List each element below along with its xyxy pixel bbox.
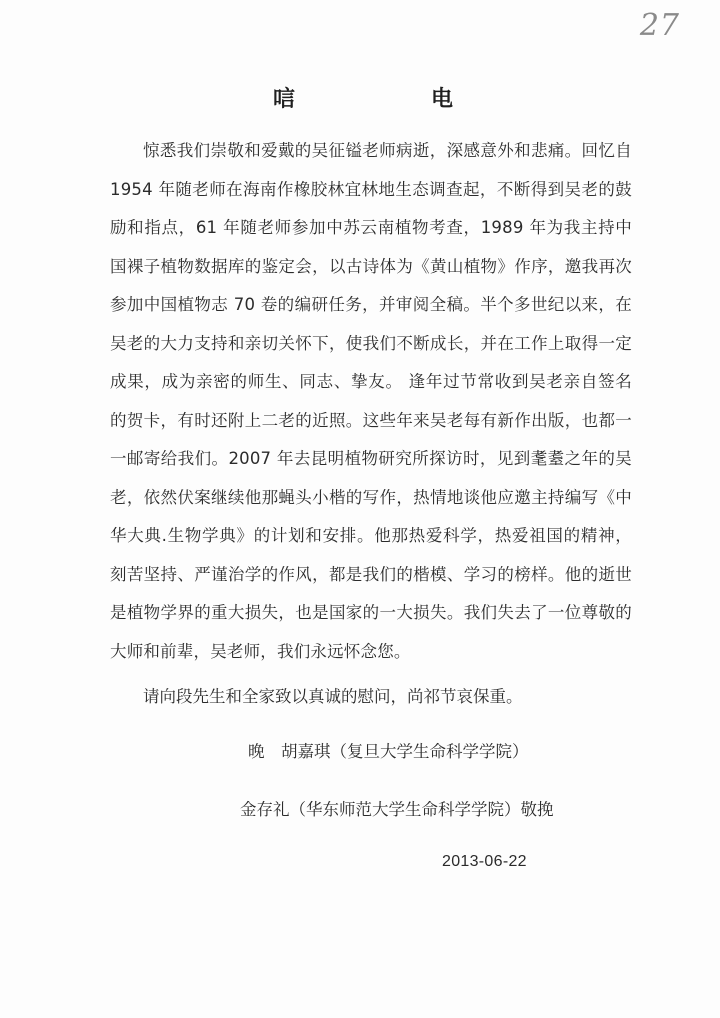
document-date: 2013-06-22 <box>442 853 527 870</box>
title-char-1: 唁 <box>273 87 296 112</box>
closing-paragraph: 请向段先生和全家致以真诚的慰问，尚祁节哀保重。 <box>143 687 523 706</box>
title-char-2: 电 <box>430 87 453 112</box>
signature-line-1: 晚 胡嘉琪（复旦大学生命科学学院） <box>248 742 529 761</box>
body-paragraph: 惊悉我们崇敬和爱戴的吴征镒老师病逝，深感意外和悲痛。回忆自 1954 年随老师在海南作橡胶林宜林地生态调查起，不断得到吴老的鼓励和指点，61 年随老师参加中苏云南植物考查，1989 年为我主持中国裸子植物数据库的鉴定会，以古诗体为《黄山植物》作序，邀我再次参加中国植物志 70 卷的编研任务，并审阅全稿。半个多世纪以来，在吴老的大力支持和亲切关怀下，使我们不断成长，并在工作上取得一定成果，成为亲密的师生、同志、挚友。 逢年过节常收到吴老亲自签名的贺卡，有时还附上二老的近照。这些年来吴老每有新作出版，也都一一邮寄给我们。2007 年去昆明植物研究所探访时，见到耄耋之年的吴老，依然伏案继续他那蝇头小楷的写作，热情地谈他应邀主持编写《中华大典.生物学典》的计划和安排。他那热爱科学，热爱祖国的精神，刻苦坚持、严谨治学的作风，都是我们的楷模、学习的榜样。他的逝世是植物学界的重大损失，也是国家的一大损失。我们失去了一位尊敬的大师和前辈，吴老师，我们永远怀念您。 <box>110 141 632 661</box>
document-title <box>273 82 453 113</box>
signature-line-2: 金存礼（华东师范大学生命科学学院）敬挽 <box>240 800 554 819</box>
handwritten-page-number: 27 <box>639 8 680 43</box>
